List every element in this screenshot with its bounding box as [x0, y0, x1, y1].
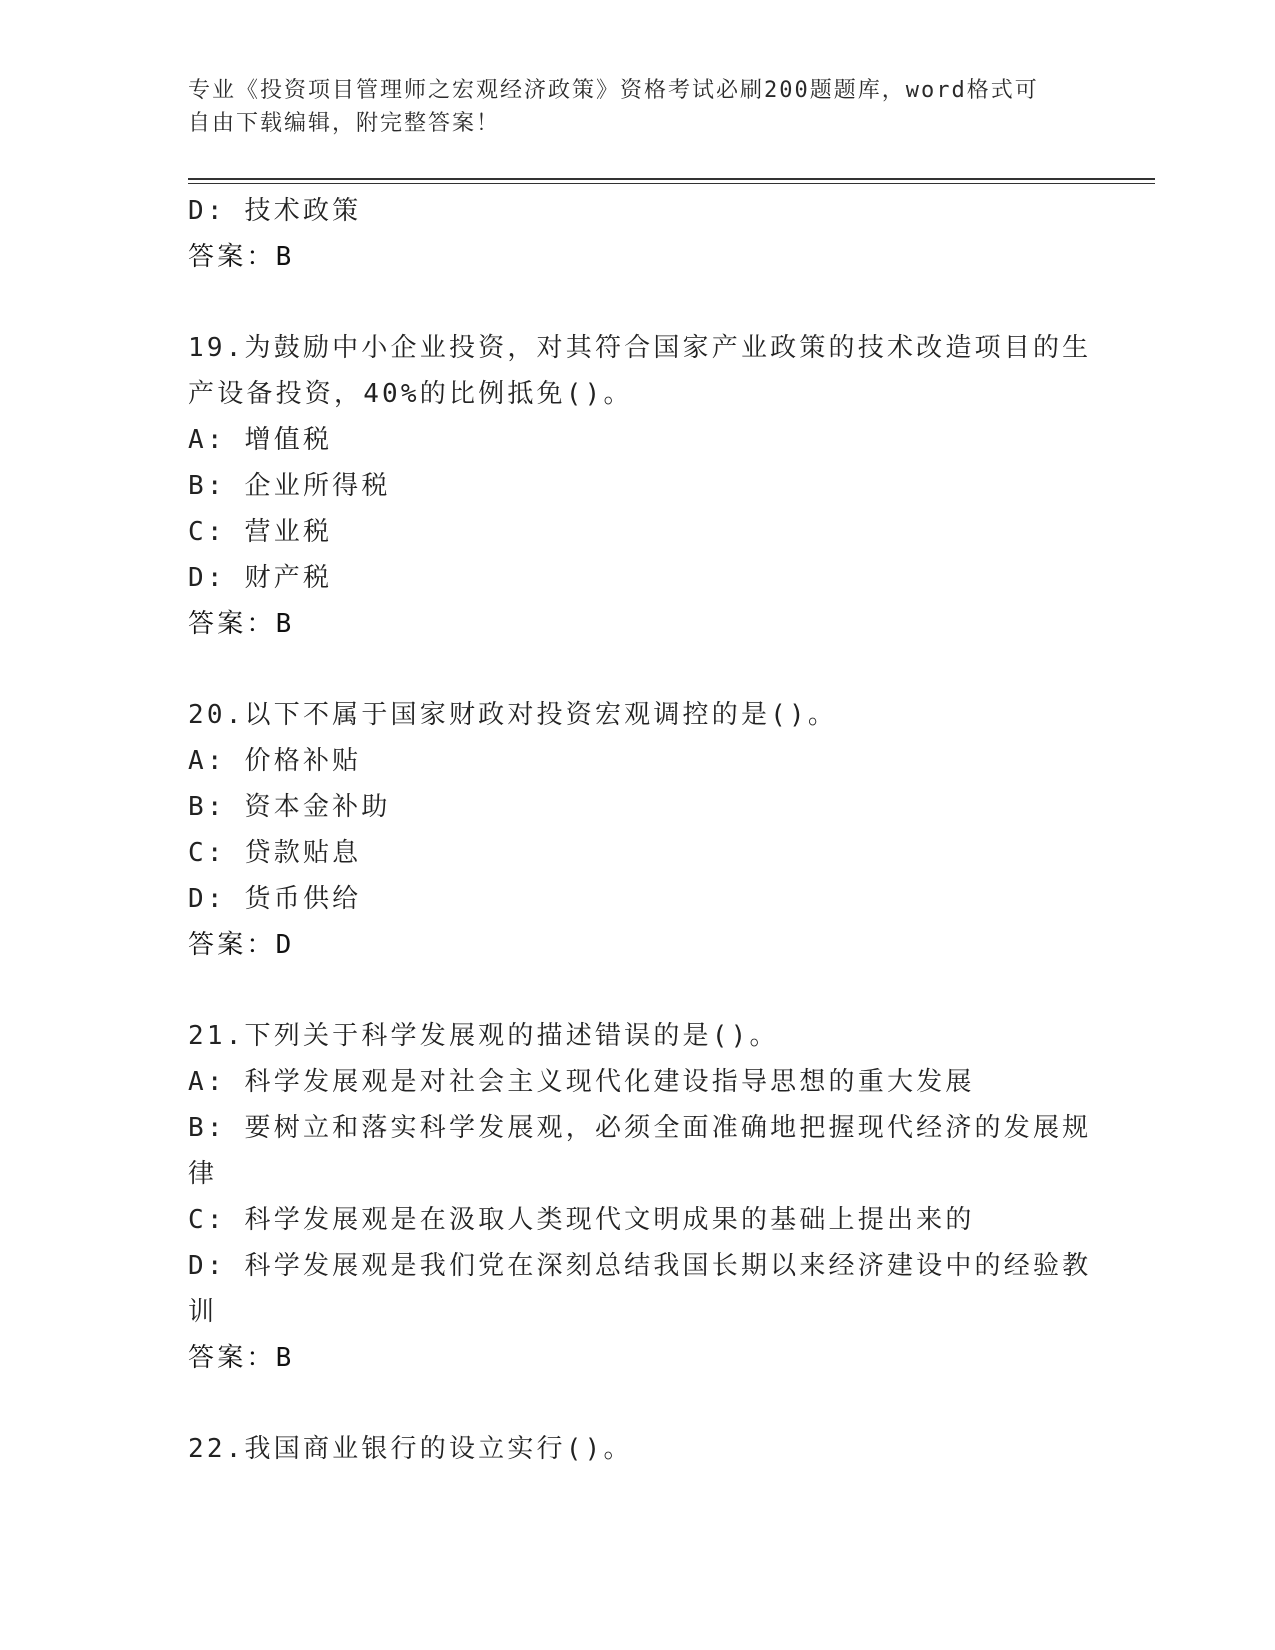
answer-line: 答案：B	[188, 242, 295, 272]
option-b: B: 资本金补助	[188, 792, 391, 822]
option-d: D: 技术政策	[188, 196, 362, 226]
header-title-line-2: 自由下载编辑，附完整答案！	[188, 111, 501, 136]
question-19	[188, 325, 1092, 647]
spacer	[188, 647, 1088, 692]
option-d: D: 科学发展观是我们党在深刻总结我国长期以来经济建设中的经验教	[188, 1251, 1092, 1281]
option-d: D: 货币供给	[188, 884, 362, 914]
option-b: B: 企业所得税	[188, 471, 391, 501]
header-title-line-1: 专业《投资项目管理师之宏观经济政策》资格考试必刷200题题库，word格式可	[188, 78, 1039, 103]
option-a: A: 科学发展观是对社会主义现代化建设指导思想的重大发展	[188, 1067, 975, 1097]
option-c: C: 营业税	[188, 517, 333, 547]
question-stem: 22.我国商业银行的设立实行()。	[188, 1434, 633, 1464]
question-stem-continued: 产设备投资，40%的比例抵免()。	[188, 379, 633, 409]
page-header	[188, 74, 1088, 140]
option-c: C: 科学发展观是在汲取人类现代文明成果的基础上提出来的	[188, 1205, 975, 1235]
option-a: A: 价格补贴	[188, 746, 362, 776]
option-a: A: 增值税	[188, 425, 333, 455]
question-18-tail	[188, 188, 1088, 280]
question-21	[188, 1013, 1092, 1381]
question-20	[188, 692, 1088, 968]
document-body	[188, 188, 1092, 1472]
option-b-continued: 律	[188, 1159, 218, 1189]
spacer	[188, 968, 1088, 1013]
answer-line: 答案：D	[188, 930, 295, 960]
header-divider-thick	[188, 178, 1155, 180]
answer-line: 答案：B	[188, 609, 295, 639]
option-b: B: 要树立和落实科学发展观，必须全面准确地把握现代经济的发展规	[188, 1113, 1092, 1143]
spacer	[188, 1381, 1088, 1426]
question-22	[188, 1426, 1088, 1472]
answer-line: 答案：B	[188, 1343, 295, 1373]
question-stem: 20.以下不属于国家财政对投资宏观调控的是()。	[188, 700, 838, 730]
option-d-continued: 训	[188, 1297, 218, 1327]
option-c: C: 贷款贴息	[188, 838, 362, 868]
header-divider-thin	[188, 183, 1155, 184]
option-d: D: 财产税	[188, 563, 333, 593]
spacer	[188, 280, 1088, 325]
question-stem: 19.为鼓励中小企业投资，对其符合国家产业政策的技术改造项目的生	[188, 333, 1092, 363]
question-stem: 21.下列关于科学发展观的描述错误的是()。	[188, 1021, 779, 1051]
